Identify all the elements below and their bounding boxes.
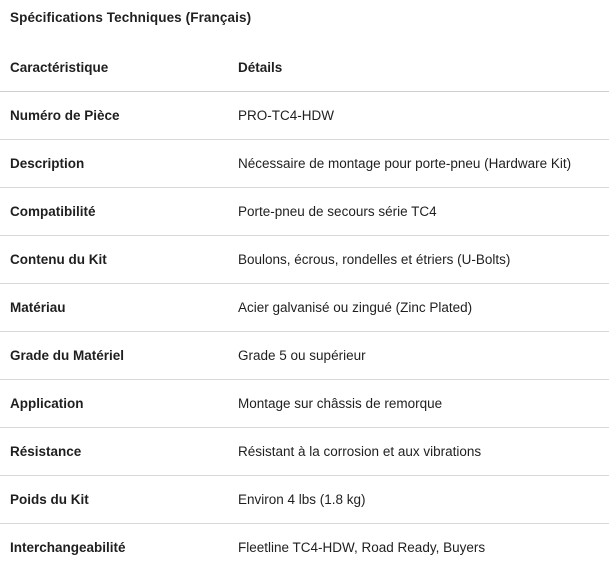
- row-key: Application: [0, 380, 238, 428]
- row-value: Résistant à la corrosion et aux vibrations: [238, 428, 609, 476]
- row-value: PRO-TC4-HDW: [238, 92, 609, 140]
- row-key: Grade du Matériel: [0, 332, 238, 380]
- table-row: [0, 92, 609, 140]
- spec-table: [0, 44, 609, 571]
- table-row: [0, 428, 609, 476]
- row-key: Compatibilité: [0, 188, 238, 236]
- table-row: [0, 140, 609, 188]
- table-row: [0, 188, 609, 236]
- row-value: Boulons, écrous, rondelles et étriers (U-Bolts): [238, 236, 609, 284]
- table-row: [0, 380, 609, 428]
- row-key: Description: [0, 140, 238, 188]
- table-row: [0, 524, 609, 571]
- row-value: Montage sur châssis de remorque: [238, 380, 609, 428]
- row-key: Poids du Kit: [0, 476, 238, 524]
- table-header-row: [0, 44, 609, 92]
- row-key: Numéro de Pièce: [0, 92, 238, 140]
- header-details: Détails: [238, 44, 609, 92]
- page-title: Spécifications Techniques (Français): [10, 10, 251, 25]
- row-key: Contenu du Kit: [0, 236, 238, 284]
- row-key: Matériau: [0, 284, 238, 332]
- row-key: Résistance: [0, 428, 238, 476]
- row-value: Nécessaire de montage pour porte-pneu (Hardware Kit): [238, 140, 609, 188]
- row-value: Fleetline TC4-HDW, Road Ready, Buyers: [238, 524, 609, 571]
- row-value: Porte-pneu de secours série TC4: [238, 188, 609, 236]
- table-row: [0, 476, 609, 524]
- header-feature: Caractéristique: [0, 44, 238, 92]
- table-row: [0, 284, 609, 332]
- row-value: Grade 5 ou supérieur: [238, 332, 609, 380]
- row-value: Environ 4 lbs (1.8 kg): [238, 476, 609, 524]
- table-row: [0, 332, 609, 380]
- row-value: Acier galvanisé ou zingué (Zinc Plated): [238, 284, 609, 332]
- row-key: Interchangeabilité: [0, 524, 238, 571]
- table-row: [0, 236, 609, 284]
